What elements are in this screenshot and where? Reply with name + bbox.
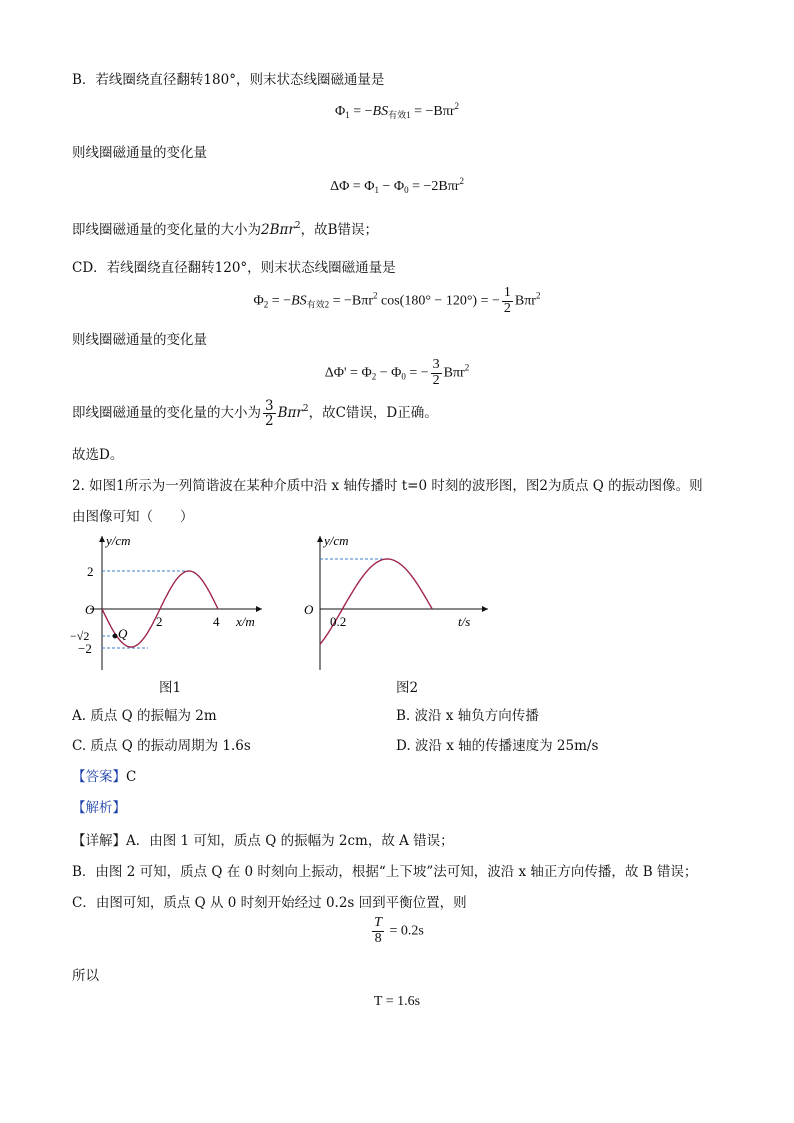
tick-y-pos: 2 <box>87 564 94 579</box>
conclusion-cd: 即线圈磁通量的变化量的大小为 $\frac{3}{2}$ Bπr$^2$，故C错误，D正确。 <box>72 398 438 430</box>
figure-1-wave-graph <box>70 530 270 695</box>
answer-line <box>72 765 136 785</box>
vibration-curve <box>320 559 432 644</box>
q-label: Q <box>118 626 128 641</box>
tick-t-02: 0.2 <box>330 614 347 629</box>
detail-line-2: B．由图 2 可知，质点 Q 在 0 时刻向上振动，根据“上下坡”法可知，波沿 x 轴正方向传播，故 B 错误； <box>72 864 698 880</box>
option-a[interactable]: A. 质点 Q 的振幅为 2m <box>72 708 217 724</box>
answer-value: C <box>126 769 137 785</box>
option-d[interactable]: D. 波沿 x 轴的传播速度为 25m/s <box>396 738 599 754</box>
option-c[interactable]: C. 质点 Q 的振动周期为 1.6s <box>72 738 251 754</box>
equation-delta-phi: $\Delta\Phi = \Phi_1 - \Phi_0 = -2B\pi r^2$ <box>330 176 464 195</box>
origin-label: O <box>85 602 95 617</box>
so-label: 所以 <box>72 968 99 984</box>
section-cd-intro: CD．若线圈绕直径翻转120°，则末状态线圈磁通量是 <box>72 260 396 276</box>
x-axis-label: x/m <box>236 614 255 629</box>
tick-x-4: 4 <box>213 614 220 629</box>
change-label-b: 则线圈磁通量的变化量 <box>72 145 207 161</box>
question-2-stem: 2. 如图1所示为一列简谐波在某种介质中沿 x 轴传播时 t=0 时刻的波形图，图2为质点 Q 的振动图像。则 <box>72 478 703 494</box>
analysis-label: 【解析】 <box>72 800 126 816</box>
figure-1-caption: 图1 <box>159 680 182 696</box>
point-q <box>113 634 118 639</box>
equation-delta-phi2: $\Delta\Phi' = \Phi_2 - \Phi_0$ = − $\frac{3}{2}$ Bπr$^2$ <box>324 357 470 388</box>
origin-label: O <box>304 602 314 617</box>
section-b-intro: B．若线圈绕直径翻转180°，则末状态线圈磁通量是 <box>72 72 385 88</box>
tick-y-neg: −2 <box>78 641 92 656</box>
detail-line-3: C．由图可知，质点 Q 从 0 时刻开始经过 0.2s 回到平衡位置，则 <box>72 895 467 911</box>
y-axis-label: y/cm <box>324 533 349 548</box>
question-2-stem-cont: 由图像可知（ ） <box>72 509 194 525</box>
y-axis-label: y/cm <box>106 533 131 548</box>
t-axis-label: t/s <box>458 614 471 629</box>
figure-2-caption: 图2 <box>396 680 419 696</box>
tick-x-2: 2 <box>156 614 163 629</box>
answer-label: 【答案】 <box>72 769 126 785</box>
tick-y-root: −√2 <box>70 629 90 643</box>
conclusion-b: 即线圈磁通量的变化量的大小为2Bπr$^2$，故B错误； <box>72 221 378 238</box>
equation-period: T = 1.6s <box>373 994 421 1009</box>
detail-line-1: 【详解】A．由图 1 可知，质点 Q 的振幅为 2cm，故 A 错误； <box>72 833 454 849</box>
equation-phi1: $\Phi_1 = -BS_{有效1} = -B\pi r^2$ <box>335 101 459 120</box>
equation-phi2: $\Phi_2 = -BS_{有效2} = -B\pi r^2$ cos(180° − 120°) = − $\frac{1}{2}$ Bπr$^2$ <box>253 285 541 316</box>
option-b[interactable]: B. 波沿 x 轴负方向传播 <box>396 708 539 724</box>
equation-t-over-8: $\frac{T}{8}$ = 0.2s <box>374 915 424 946</box>
change-label-cd: 则线圈磁通量的变化量 <box>72 332 207 348</box>
choice-line: 故选D。 <box>72 447 124 463</box>
figure-2-vibration-graph <box>298 530 498 675</box>
